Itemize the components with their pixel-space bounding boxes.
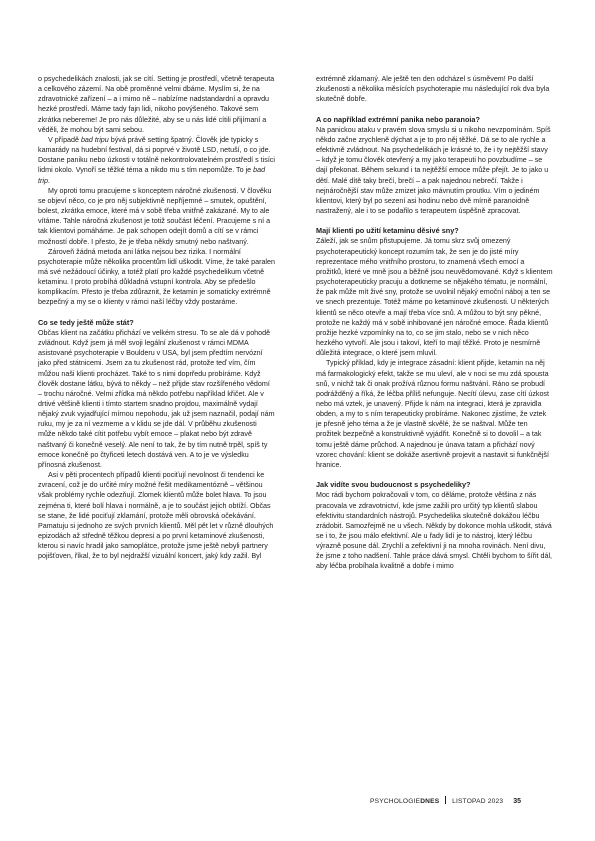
paragraph: extrémně zklamaný. Ale ještě ten den odcházel s úsměvem! Po další zkušenosti a několika měsících psychoterapie mu následující rok dva byla skutečně dobře.	[316, 75, 550, 104]
issue-date: LISTOPAD 2023	[452, 798, 504, 805]
paragraph-gap	[316, 470, 553, 480]
paragraph: Typický příklad, kdy je integrace zásadní: klient přijde, ketamin na něj má farmakologický efekt, takže se mu uleví, ale v noci se mu zdá spousta snů, v nichž tak či onak prožívá různou formu naštvání. Ráno se probudí podrážděný a říká, že léčba příliš nefunguje. Necítí úlevu, zase cítí úzkost nebo má vztek, je unavený. Přijde k nám na integraci, která je zpravidla obden, a my to s ním terapeuticky probíráme. Nakonec zjistíme, že vztek je přesně jeho téma a že je vlastně skvělé, že se naštval. Může ten prožitek bezpečně a konstruktivně vyjádřit. Konečně si to dovolil – a tak tomu ještě dáme průchod. A najednou je únava tatam a přichází nový vzorec chování: klient se dokáže asertivně projevit a nastavit si funkčnější hranice.	[316, 359, 549, 469]
interview-question: A co například extrémní panika nebo paranoia?	[316, 114, 480, 124]
footer-divider	[445, 796, 446, 804]
paragraph: Občas klient na začátku přichází ve velkém stresu. To se ale dá v pohodě zvládnout. Když jsem já měl svoji legální zkušenost v rámci MDMA asistované psychoterapie v Boulderu v USA, byl jsem předtím nervózní jako před státnicemi. Jsem za tu zkušenost rád, protože teď vím, čím můžou naši klienti procházet. Také to s nimi doprředu probíráme. Když člověk dostane látku, bývá to někdy – než přijde stav rozšířeného vědomí – trochu náročné. Velmi zřídka má někdo potřebu například křičet. Ale v drtivé většině klienti i tímto startem snadno projdou, maximálně vydají nějaký zvuk vyjadřující mírnou nepohodu, jak už jsem naznačil, podají nám ruku, my je za ní vezmeme a v klidu se jde dál. V průběhu zkušenosti může někdo také cítit potřebu vybít emoce – plakat nebo být zdravě naštvaný či konečně veselý. Ale není to tak, že by tím nutně trpěl, spíš ty emoce konečně po čtyřiceti letech dostává ven. A to je ve výsledku přínosná zkušenost.	[38, 328, 275, 469]
magazine-name-bold: DNES	[420, 798, 440, 805]
paragraph: Asi v pěti procentech případů klienti pociťují nevolnost či tendenci ke zvracení, což je do určité míry možné řešit medikamentózně – většinou však problémy rychle odezňují. Zlomek klientů může bolet hlava. To jsou zejména ti, které bolí hlava i normálně, a je to součást jejich obtíží. Občas se stane, že lidé pociťují zklamání, protože měli obrovská očekávání. Pamatuju si jednoho ze svých prvních klientů. Měl pět let v různě dlouhých epizodách až středně těžkou depresi a po první ketaminové zkušenosti, kterou si navíc hradil jako samoplátce, protože jsme ještě nebyli partnery pojišťoven, říkal, že to byl nejdražší vizuální koncert, jaký kdy zažil. Byl	[38, 471, 274, 561]
paragraph: Moc rádi bychom pokračovali v tom, co děláme, protože většina z nás pracovala ve zdravotnictví, kde jsme zažili pro určitý typ klientů slabou efektivitu standardních nástrojů. Psychedelika skutečně dokážou léčbu zrádobit. Samozřejmě ne u všech. Někdy by dokonce mohla uškodit, stává se i to, že jsou málo efektivní. Ale u řady lidí je to nástroj, který léčbu výrazně posune dál. Zrychlí a zefektivní ji na mnoha rovinách. Není divu, že jsme z toho nadšení. Tahle práce dává smysl. Chtěli bychom to šířit dál, aby léčba probíhala kvalitně a dobře i mimo	[316, 491, 553, 571]
paragraph-gap	[316, 216, 553, 226]
paragraph: My oproti tomu pracujeme s konceptem náročné zkušenosti. V člověku se objeví něco, co je pro něj subjektivně nepříjemné – smutek, opuštění, bolest, zkrátka emoce, které má v sobě třeba vnitřně zakázané. My to ale vítáme. Tahle náročná zkušenost je totiž součást léčení. Pracujeme s ní a tak klientovi pomáháme. Je pak schopen odejít domů a cítí se v rámci možností dobře. I přesto, že je třeba někdy smutný nebo naštvaný.	[38, 186, 272, 246]
paragraph: o psychedelikách znalosti, jak se cítí. Setting je prostředí, včetně terapeuta a celkového zázemí. Na obě proměnné velmi dbáme. Myslím si, že na zdravotnické zařízení – a i mimo ně – nabízíme nadstandardní a opravdu hezké prostředí. Máme tady fajn lidi, nikoho povýšeného. Takové sem zkrátka nebereme! Je pro nás důležité, aby se u nás lidé cítili přijímaní a věděli, že mohou být sami sebou.	[38, 75, 275, 134]
paragraph: Na panickou ataku v pravém slova smyslu si u nikoho nevzpomínám. Spíš někdo začne zrychleně dýchat a je to pro něj těžké. Dá se to ale rychle a efektivně zvládnout. Na psychedelikách je krásné to, že i ty nejtěžší stavy – když je tomu člověk otevřený a my jako terapeuti ho povzbudíme – se dají překonat. Během sekund i ta nejtěžší emoce může přejít. Je to jako u dětí. Malé dítě taky brečí, brečí – a pak najednou nebrečí. Takže i nejnáročnější stav může zmizet jako mávnutím proutku. Vím o jediném klientovi, který byl po sezení asi hodinu nebo dvě mírně paranoidně nastražený, ale i to se podařilo s terapeutem úspěšně zpracovat.	[316, 125, 551, 216]
interview-question: Jak vidíte svou budoucnost s psychedeliky?	[316, 480, 471, 490]
right-column	[316, 74, 553, 572]
page-footer	[370, 796, 557, 808]
interview-question: Mají klienti po užití ketaminu děsivé sny?	[316, 226, 459, 236]
paragraph: Zároveň žádná metoda ani látka nejsou bez rizika. I normální psychoterapie může několika procentům lidí uškodit. Víme, že také paralen má své nežádoucí účinky, a totéž platí pro každé psychedelikum včetně ketaminu. I proto probíhá důkladná vstupní kontrola. Aby se předešlo komplikacím. Přesto je třeba zdůraznit, že ketamin je somaticky extrémně bezpečný a my se o klienty v rámci naší léčby vždy postaráme.	[38, 247, 275, 307]
paragraph-gap	[316, 104, 553, 114]
paragraph-gap	[38, 308, 275, 318]
page-number: 35	[513, 798, 522, 805]
interview-question: Co se tedy ještě může stát?	[38, 317, 134, 327]
magazine-name-light: PSYCHOLOGIE	[370, 798, 421, 805]
paragraph: Záleží, jak se snům přistupujeme. Já tomu skrz svůj omezený psychoterapeutický koncept rozumím tak, že sen je do jisté míry reprezentace mého vnitřního prostoru, to znamená všech emocí a prožitků, které ve mně jsou a běžně jsou neuvědomované. Když s klientem psychoterapeuticky pracuju a dotkneme se nějakého tématu, je normální, že pak může mít živé sny, protože se uvolnil nějaký emoční náboj a ten se ve snech prezentuje. Totéž máme po ketaminové zkušenosti. U některých klientů se něco otevře a mají třeba více snů. A můžou to být sny pěkné, protože ne každý má v sobě inhibované jen náročné emoce. Řada klientů prožije hezké vzpomínky na to, co se jim stalo, nebo se v nich něco hezkého vytvoří. Ale jsou i takoví, kteří to mají těžké. Proto je nesmírně důležitá integrace, o které jsem mluvil.	[316, 237, 553, 358]
magazine-name	[370, 798, 439, 805]
paragraph: V případě bad tripu bývá právě setting špatný. Člověk jde typicky s kamarády na hudební festival, dá si poprvé v životě LSD, netuší, o co jde. Dostane paniku nebo úzkosti v totálně nekontrolovatelném prostředí s tisíci lidmi okolo. Vynoří se těžké téma a nikdo mu s tím nepomůže. To je bad trip.	[38, 135, 275, 185]
left-column	[38, 74, 275, 561]
